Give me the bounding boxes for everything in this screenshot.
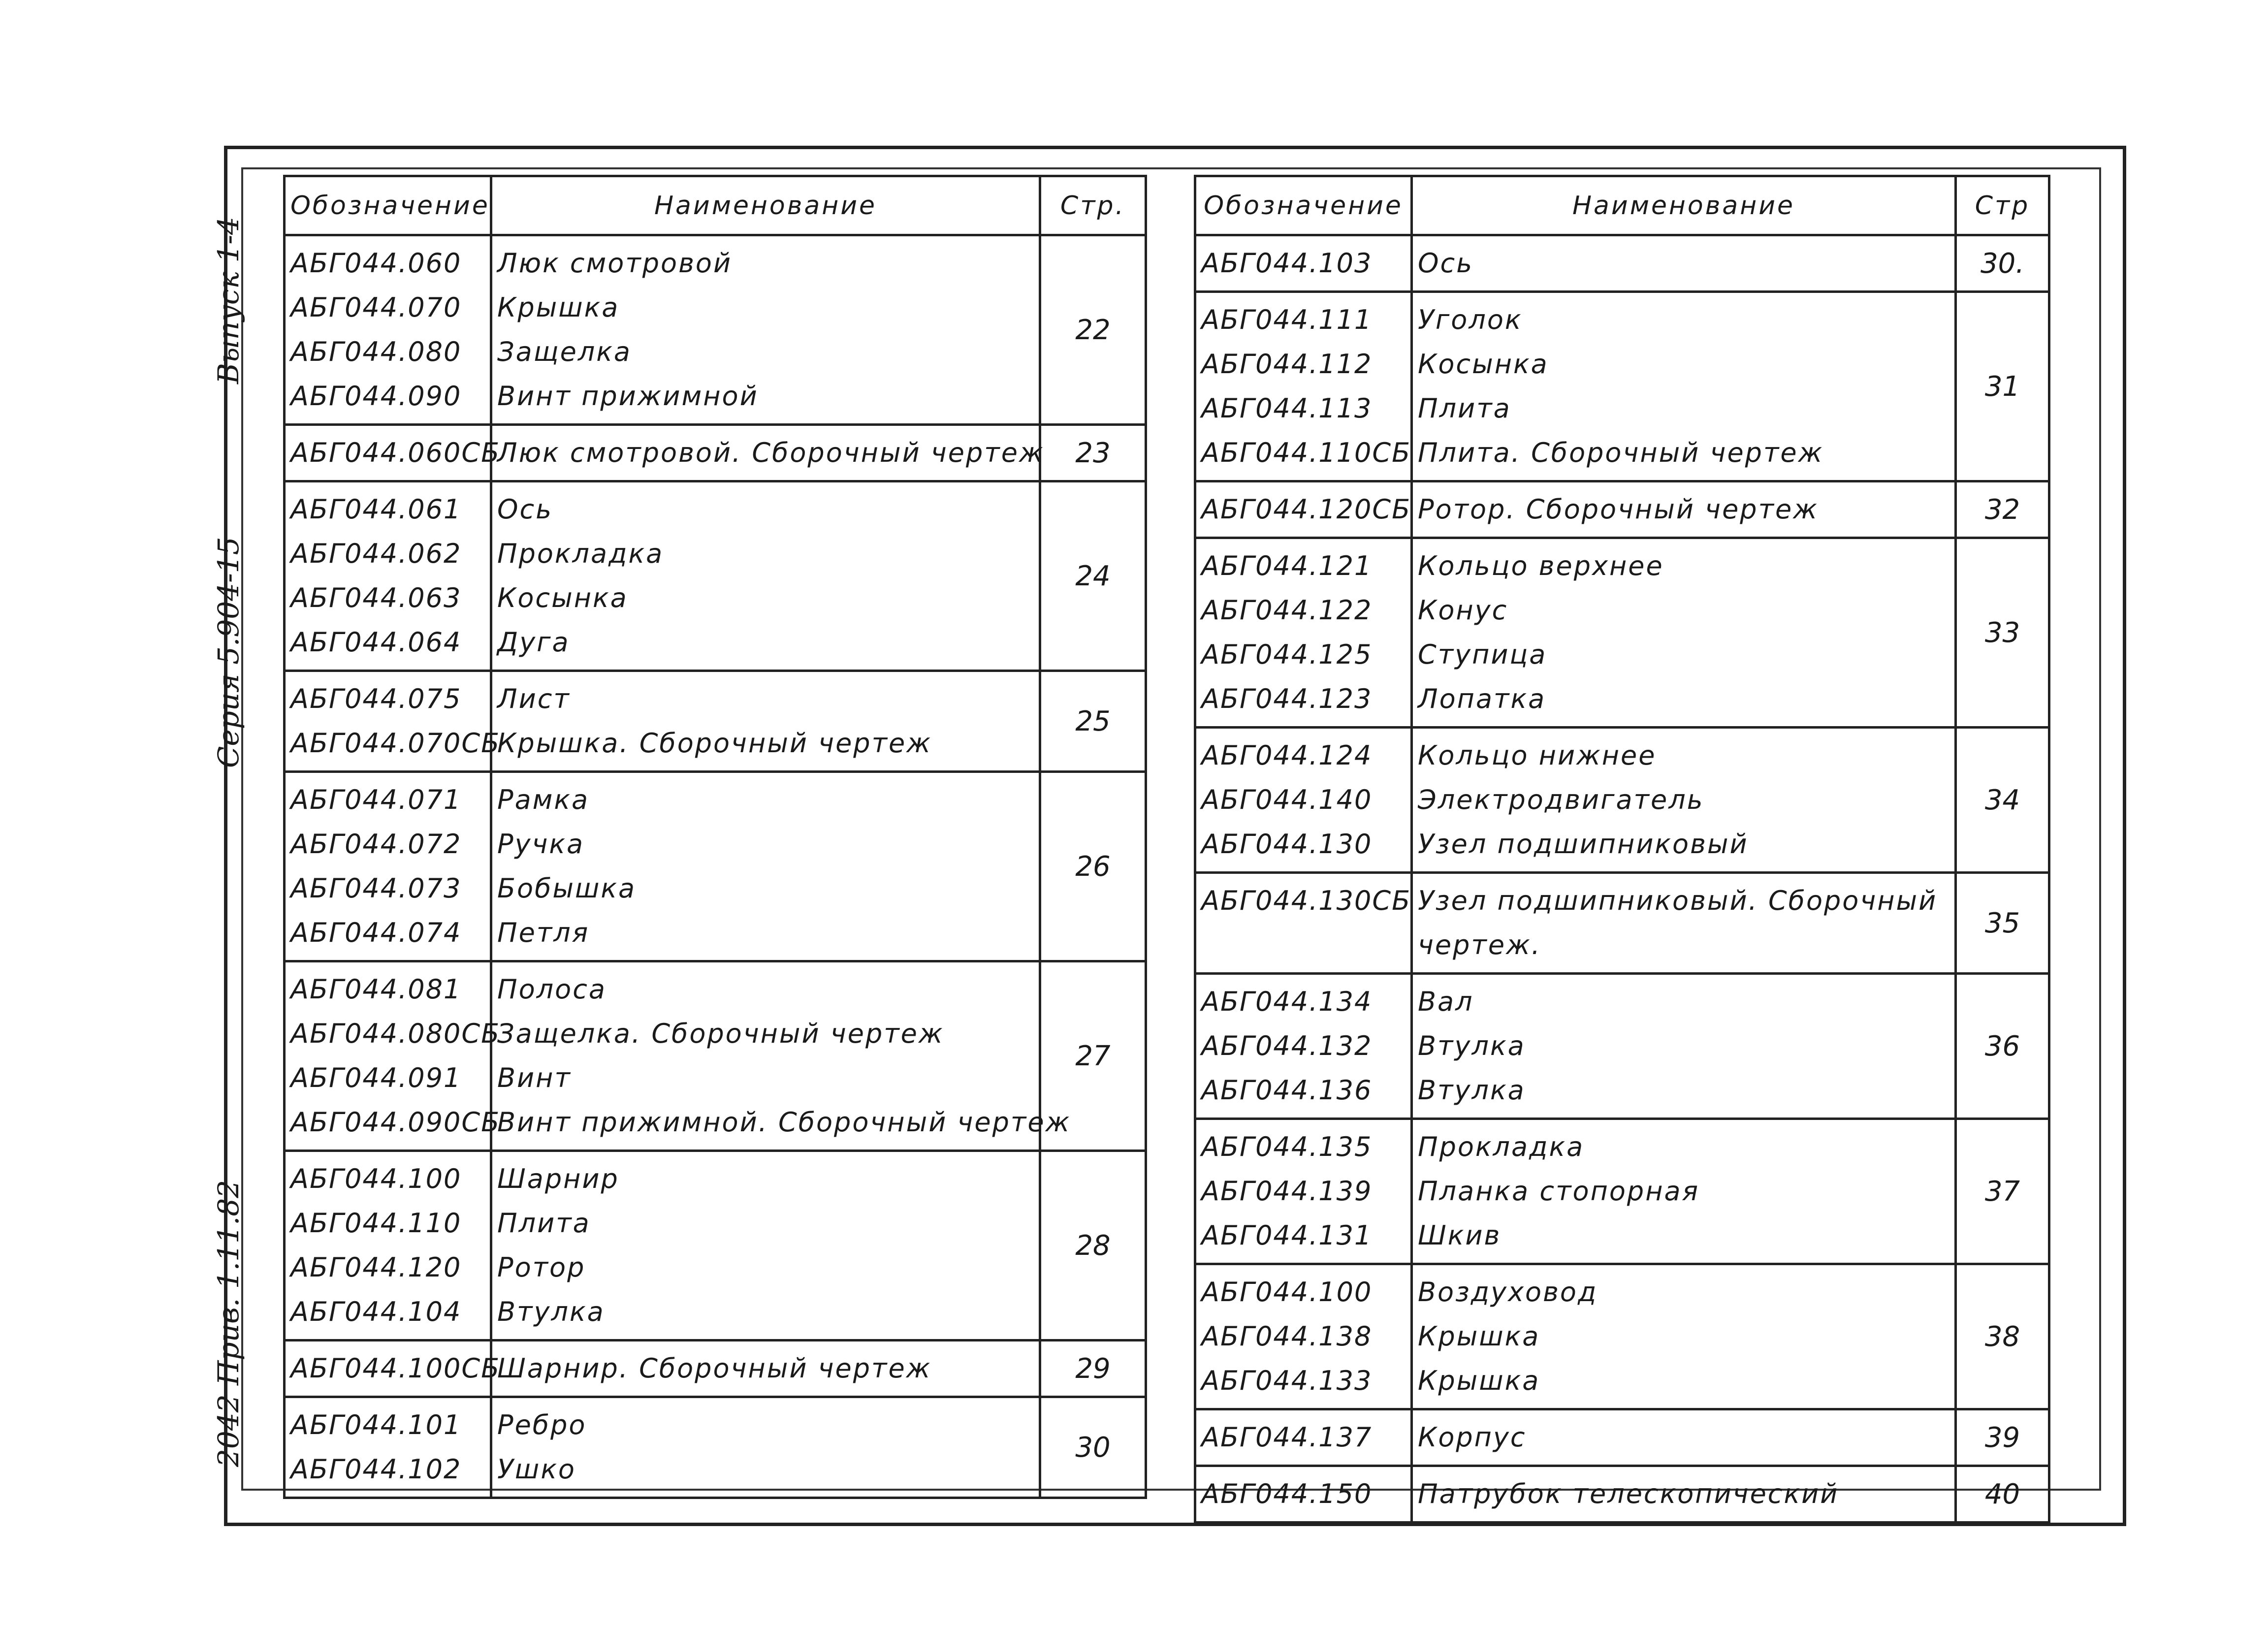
page-number: 27 bbox=[1040, 961, 1146, 1151]
designation-cell bbox=[285, 481, 491, 671]
item-name: Прокладка bbox=[497, 538, 664, 569]
table-row bbox=[1195, 235, 2049, 292]
page-number: 30. bbox=[1956, 235, 2049, 292]
designation-code: АБГ044.090СБ bbox=[290, 1107, 501, 1138]
item-name: Электродвигатель bbox=[1418, 784, 1704, 815]
designation-cell bbox=[285, 1397, 491, 1498]
item-name: Патрубок телескопический bbox=[1418, 1478, 1839, 1509]
item-name: Крышка bbox=[1418, 1321, 1540, 1352]
page-number: 28 bbox=[1040, 1151, 1146, 1341]
designation-cell bbox=[1195, 1264, 1412, 1409]
item-name: Конус bbox=[1418, 595, 1508, 626]
designation-cell bbox=[1195, 1409, 1412, 1466]
designation-code: АБГ044.135 bbox=[1201, 1131, 1373, 1162]
table-row bbox=[1195, 1409, 2049, 1466]
item-name: Шарнир. Сборочный чертеж bbox=[497, 1353, 932, 1384]
designation-code: АБГ044.122 bbox=[1201, 595, 1373, 626]
name-cell bbox=[491, 671, 1040, 772]
page-number: 32 bbox=[1956, 481, 2049, 538]
designation-code: АБГ044.113 bbox=[1201, 393, 1373, 424]
item-name: Кольцо нижнее bbox=[1418, 740, 1657, 771]
designation-code: АБГ044.110СБ bbox=[1201, 437, 1411, 468]
designation-code: АБГ044.101 bbox=[290, 1409, 462, 1440]
designation-code: АБГ044.134 bbox=[1201, 986, 1373, 1017]
designation-code: АБГ044.139 bbox=[1201, 1176, 1373, 1207]
item-name: Ось bbox=[1418, 248, 1474, 279]
item-name: Втулка bbox=[1418, 1075, 1526, 1106]
item-name: Воздуховод bbox=[1418, 1277, 1598, 1308]
item-name: Корпус bbox=[1418, 1422, 1527, 1453]
table-row bbox=[285, 425, 1146, 481]
designation-code: АБГ044.120СБ bbox=[1201, 494, 1411, 525]
table-row bbox=[1195, 481, 2049, 538]
item-name: Узел подшипниковый bbox=[1418, 829, 1749, 860]
table-row bbox=[1195, 292, 2049, 481]
name-cell bbox=[491, 1151, 1040, 1341]
name-cell bbox=[1412, 1264, 1956, 1409]
designation-code: АБГ044.080 bbox=[290, 336, 462, 367]
right-contents-table bbox=[1194, 175, 2050, 1524]
designation-cell bbox=[1195, 728, 1412, 873]
designation-code: АБГ044.081 bbox=[290, 974, 462, 1005]
name-cell bbox=[491, 481, 1040, 671]
name-cell bbox=[1412, 728, 1956, 873]
table-row bbox=[285, 481, 1146, 671]
item-name: Защелка bbox=[497, 336, 632, 367]
designation-code: АБГ044.132 bbox=[1201, 1030, 1373, 1061]
designation-code: АБГ044.061 bbox=[290, 494, 462, 525]
designation-code: АБГ044.100 bbox=[290, 1163, 462, 1194]
designation-code: АБГ044.075 bbox=[290, 683, 462, 714]
page-number: 34 bbox=[1956, 728, 2049, 873]
header-page: Стр bbox=[1956, 176, 2049, 235]
item-name: Ступица bbox=[1418, 639, 1547, 670]
designation-code: АБГ044.121 bbox=[1201, 550, 1373, 581]
table-row bbox=[285, 1397, 1146, 1498]
left-header-row bbox=[285, 176, 1146, 235]
designation-cell bbox=[1195, 481, 1412, 538]
page-number: 23 bbox=[1040, 425, 1146, 481]
item-name: Прокладка bbox=[1418, 1131, 1585, 1162]
table-row bbox=[1195, 1119, 2049, 1264]
name-cell bbox=[491, 235, 1040, 425]
designation-code: АБГ044.080СБ bbox=[290, 1018, 501, 1049]
designation-code: АБГ044.091 bbox=[290, 1062, 462, 1093]
page-number: 35 bbox=[1956, 873, 2049, 974]
page-number: 38 bbox=[1956, 1264, 2049, 1409]
table-row bbox=[285, 772, 1146, 961]
page-number: 25 bbox=[1040, 671, 1146, 772]
item-name: чертеж. bbox=[1418, 929, 1541, 960]
item-name: Ручка bbox=[497, 829, 585, 860]
name-cell bbox=[491, 425, 1045, 481]
designation-cell bbox=[1195, 292, 1412, 481]
table-row bbox=[1195, 728, 2049, 873]
designation-cell bbox=[285, 425, 501, 481]
table-row bbox=[1195, 873, 2049, 974]
header-page: Стр. bbox=[1040, 176, 1146, 235]
designation-code: АБГ044.110 bbox=[290, 1208, 462, 1239]
designation-cell bbox=[1195, 974, 1412, 1119]
designation-cell bbox=[1195, 538, 1412, 728]
item-name: Люк смотровой. Сборочный чертеж bbox=[497, 437, 1045, 468]
page-number: 31 bbox=[1956, 292, 2049, 481]
table-row bbox=[1195, 1264, 2049, 1409]
designation-code: АБГ044.064 bbox=[290, 627, 462, 658]
designation-code: АБГ044.070СБ bbox=[290, 728, 501, 759]
item-name: Шарнир bbox=[497, 1163, 619, 1194]
designation-code: АБГ044.133 bbox=[1201, 1365, 1373, 1396]
item-name: Люк смотровой bbox=[497, 248, 733, 279]
table-row bbox=[1195, 1466, 2049, 1523]
name-cell bbox=[1412, 1119, 1956, 1264]
designation-code: АБГ044.120 bbox=[290, 1252, 462, 1283]
designation-cell bbox=[1195, 1466, 1412, 1523]
page-number: 37 bbox=[1956, 1119, 2049, 1264]
item-name: Винт прижимной. Сборочный чертеж bbox=[497, 1107, 1071, 1138]
page-number: 36 bbox=[1956, 974, 2049, 1119]
designation-code: АБГ044.130СБ bbox=[1201, 885, 1411, 916]
name-cell bbox=[1412, 538, 1956, 728]
name-cell bbox=[1412, 235, 1956, 292]
designation-cell bbox=[285, 961, 501, 1151]
designation-code: АБГ044.073 bbox=[290, 873, 462, 904]
table-row bbox=[285, 961, 1146, 1151]
side-label-seriya: Серия 5.904-15 bbox=[212, 537, 245, 768]
designation-code: АБГ044.111 bbox=[1201, 304, 1373, 335]
designation-code: АБГ044.112 bbox=[1201, 349, 1373, 380]
table-row bbox=[285, 235, 1146, 425]
designation-code: АБГ044.100СБ bbox=[290, 1353, 501, 1384]
header-designation: Обозначение bbox=[285, 176, 491, 235]
page-number: 24 bbox=[1040, 481, 1146, 671]
designation-code: АБГ044.074 bbox=[290, 917, 462, 948]
name-cell bbox=[1412, 1466, 1956, 1523]
name-cell bbox=[1412, 1409, 1956, 1466]
designation-code: АБГ044.090 bbox=[290, 381, 462, 412]
page-number: 29 bbox=[1040, 1341, 1146, 1397]
side-label-date: 2042 Прив. 1.11.82 bbox=[212, 1180, 245, 1467]
designation-code: АБГ044.060 bbox=[290, 248, 462, 279]
item-name: Втулка bbox=[1418, 1030, 1526, 1061]
designation-cell bbox=[285, 671, 501, 772]
table-row bbox=[285, 1151, 1146, 1341]
name-cell bbox=[491, 1341, 1040, 1397]
item-name: Шкив bbox=[1418, 1220, 1501, 1251]
page-number: 22 bbox=[1040, 235, 1146, 425]
item-name: Плита bbox=[497, 1208, 591, 1239]
item-name: Кольцо верхнее bbox=[1418, 550, 1664, 581]
table-row bbox=[285, 1341, 1146, 1397]
item-name: Ушко bbox=[497, 1454, 576, 1485]
table-row bbox=[1195, 538, 2049, 728]
item-name: Крышка. Сборочный чертеж bbox=[497, 728, 932, 759]
item-name: Петля bbox=[497, 917, 590, 948]
designation-code: АБГ044.150 bbox=[1201, 1478, 1373, 1509]
item-name: Крышка bbox=[497, 292, 620, 323]
designation-code: АБГ044.130 bbox=[1201, 829, 1373, 860]
item-name: Винт bbox=[497, 1062, 572, 1093]
left-contents-table bbox=[283, 175, 1147, 1499]
designation-cell bbox=[285, 772, 491, 961]
item-name: Втулка bbox=[497, 1296, 605, 1327]
name-cell bbox=[1412, 974, 1956, 1119]
item-name: Косынка bbox=[497, 582, 628, 613]
designation-code: АБГ044.131 bbox=[1201, 1220, 1373, 1251]
name-cell bbox=[1412, 873, 1956, 974]
designation-code: АБГ044.104 bbox=[290, 1296, 462, 1327]
table-row bbox=[285, 671, 1146, 772]
item-name: Плита. Сборочный чертеж bbox=[1418, 437, 1824, 468]
item-name: Вал bbox=[1418, 986, 1474, 1017]
designation-code: АБГ044.136 bbox=[1201, 1075, 1373, 1106]
item-name: Ротор bbox=[497, 1252, 586, 1283]
item-name: Ребро bbox=[497, 1409, 587, 1440]
item-name: Уголок bbox=[1418, 304, 1523, 335]
name-cell bbox=[491, 961, 1071, 1151]
designation-cell bbox=[1195, 1119, 1412, 1264]
designation-code: АБГ044.100 bbox=[1201, 1277, 1373, 1308]
designation-code: АБГ044.103 bbox=[1201, 248, 1373, 279]
header-name: Наименование bbox=[1412, 176, 1956, 235]
page-number: 40 bbox=[1956, 1466, 2049, 1523]
item-name: Лопатка bbox=[1418, 683, 1546, 714]
designation-code: АБГ044.138 bbox=[1201, 1321, 1373, 1352]
page-number: 39 bbox=[1956, 1409, 2049, 1466]
item-name: Узел подшипниковый. Сборочный bbox=[1418, 885, 1938, 916]
header-name: Наименование bbox=[491, 176, 1040, 235]
designation-code: АБГ044.060СБ bbox=[290, 437, 501, 468]
item-name: Ось bbox=[497, 494, 553, 525]
item-name: Бобышка bbox=[497, 873, 637, 904]
item-name: Полоса bbox=[497, 974, 607, 1005]
designation-code: АБГ044.102 bbox=[290, 1454, 462, 1485]
item-name: Крышка bbox=[1418, 1365, 1540, 1396]
page-number: 26 bbox=[1040, 772, 1146, 961]
designation-code: АБГ044.140 bbox=[1201, 784, 1373, 815]
page-number: 33 bbox=[1956, 538, 2049, 728]
name-cell bbox=[491, 1397, 1040, 1498]
designation-cell bbox=[285, 1151, 491, 1341]
name-cell bbox=[1412, 481, 1956, 538]
item-name: Защелка. Сборочный чертеж bbox=[497, 1018, 944, 1049]
designation-code: АБГ044.070 bbox=[290, 292, 462, 323]
designation-code: АБГ044.071 bbox=[290, 784, 462, 815]
name-cell bbox=[1412, 292, 1956, 481]
page-number: 30 bbox=[1040, 1397, 1146, 1498]
side-label-vypusk: Выпуск 1-4 bbox=[212, 217, 245, 384]
item-name: Рамка bbox=[497, 784, 590, 815]
designation-cell bbox=[285, 1341, 501, 1397]
item-name: Лист bbox=[497, 683, 571, 714]
designation-code: АБГ044.125 bbox=[1201, 639, 1373, 670]
table-row bbox=[1195, 974, 2049, 1119]
designation-code: АБГ044.062 bbox=[290, 538, 462, 569]
item-name: Плита bbox=[1418, 393, 1511, 424]
designation-code: АБГ044.124 bbox=[1201, 740, 1373, 771]
item-name: Ротор. Сборочный чертеж bbox=[1418, 494, 1819, 525]
designation-cell bbox=[285, 235, 491, 425]
designation-code: АБГ044.063 bbox=[290, 582, 462, 613]
header-designation: Обозначение bbox=[1195, 176, 1412, 235]
item-name: Винт прижимной bbox=[497, 381, 759, 412]
item-name: Планка стопорная bbox=[1418, 1176, 1700, 1207]
item-name: Косынка bbox=[1418, 349, 1549, 380]
designation-code: АБГ044.137 bbox=[1201, 1422, 1373, 1453]
designation-cell bbox=[1195, 873, 1412, 974]
item-name: Дуга bbox=[497, 627, 570, 658]
designation-code: АБГ044.072 bbox=[290, 829, 462, 860]
designation-code: АБГ044.123 bbox=[1201, 683, 1373, 714]
right-header-row bbox=[1195, 176, 2049, 235]
designation-cell bbox=[1195, 235, 1412, 292]
name-cell bbox=[491, 772, 1040, 961]
